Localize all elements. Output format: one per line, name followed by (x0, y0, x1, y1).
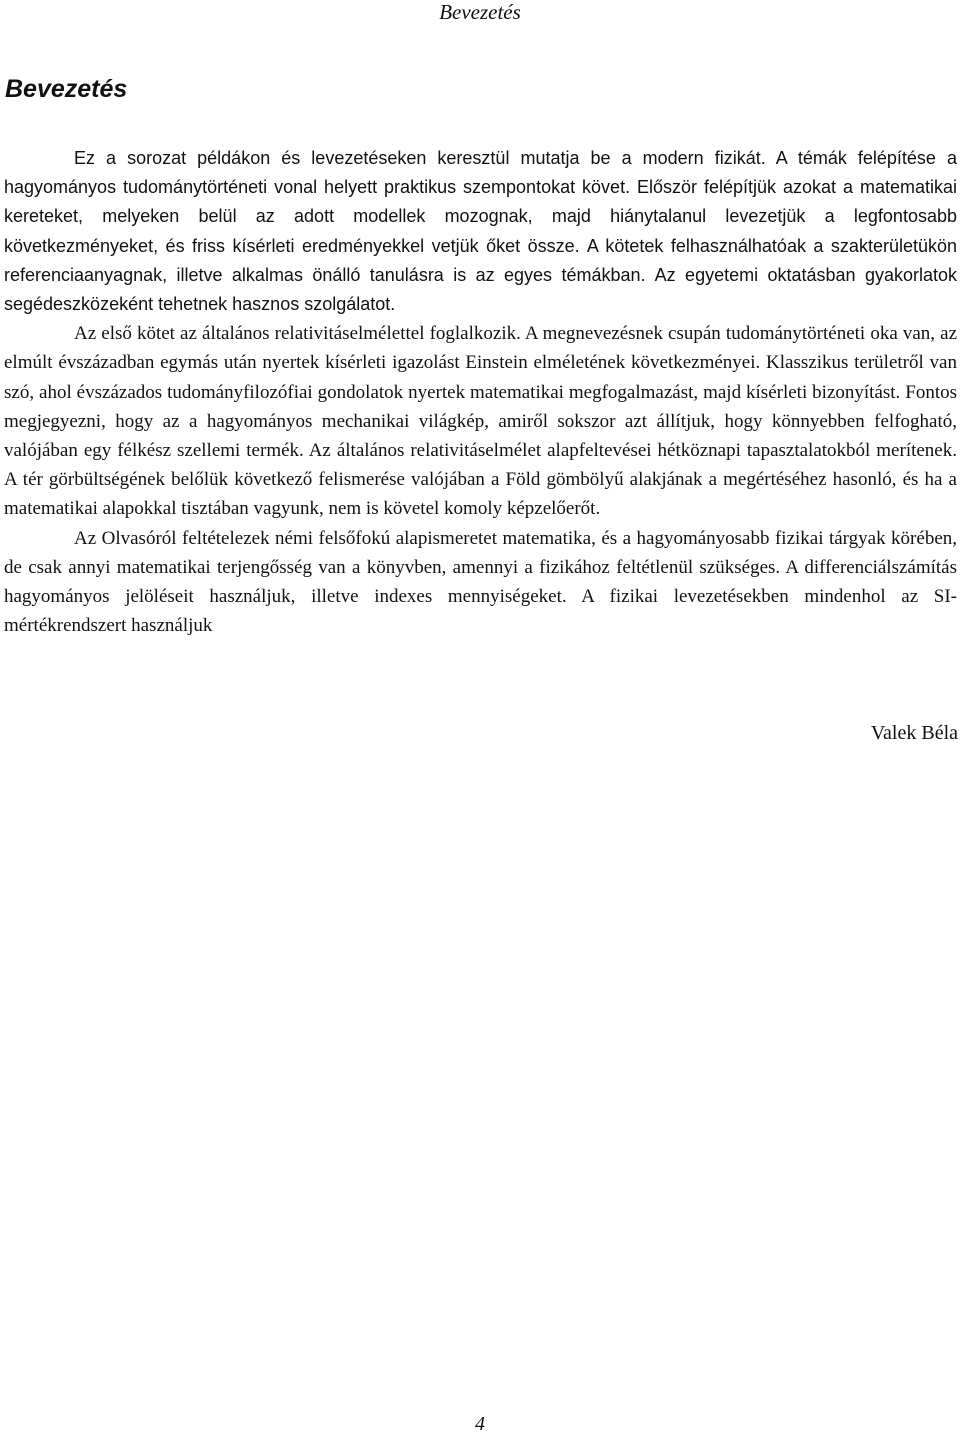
chapter-title: Bevezetés (5, 75, 128, 103)
volume-paragraph: Az első kötet az általános relativitáselmélettel foglalkozik. A megnevezésnek csupán tudománytörténeti oka van, az elmúlt évszázadban egymás után nyertek kísérleti igazolást Einstein elméletének következményei. Klasszikus területről van szó, ahol évszázados tudományfilozófiai gondolatok nyertek matematikai megfogalmazást, majd kísérleti bizonyítást. Fontos megjegyezni, hogy az a hagyományos mechanikai világkép, amiről sokszor azt állítjuk, hogy könnyebben felfogható, valójában egy félkész szellemi termék. Az általános relativitáselmélet alapfeltevései hétköznapi tapasztalatokból merítenek. A tér görbültségének belőlük következő felismerése valójában a Föld gömbölyű alakjának a megértéséhez hasonló, és ha a matematikai alapokkal tisztában vagyunk, nem is követel komoly képzelőerőt. (4, 323, 957, 520)
intro-sentence: Az egyetemi oktatásban gyakorlatok segédeszközeként tehetnek hasznos szolgálatot. (4, 264, 957, 315)
intro-sentence: Ez a sorozat példákon és levezetéseken keresztül mutatja be a modern fizikát. A témák felépítése a hagyományos tudománytörténeti vonal helyett praktikus szempontokat követ. Először felépítjük azokat a matematikai kereteket, melyeken belül az adott modellek mozognak, majd hiánytalanul levezetjük a legfontosabb következményeket, és friss kísérleti eredményekkel vetjük őket össze. (4, 148, 957, 256)
body-text (4, 144, 957, 640)
intro-sentence: A kötetek felhasználhatóak a szakterületükön referenciaanyagnak, illetve alkalmas önálló tanulásra is az egyes témákban. (4, 235, 957, 285)
page-number: 4 (475, 1413, 485, 1435)
author-signature: Valek Béla (870, 722, 958, 744)
intro-paragraph (4, 144, 957, 319)
reader-paragraph: Az Olvasóról feltételezek némi felsőfokú alapismeretet matematika, és a hagyományosabb fizikai tárgyak körében, de csak annyi matematikai terjengősség van a könyvben, amennyi a fizikához feltétlenül szükséges. A differenciálszámítás hagyományos jelöléseit használjuk, illetve indexes mennyiségeket. A fizikai levezetésekben mindenhol az SI-mértékrendszert használjuk (4, 527, 957, 637)
running-header: Bevezetés (439, 0, 521, 24)
